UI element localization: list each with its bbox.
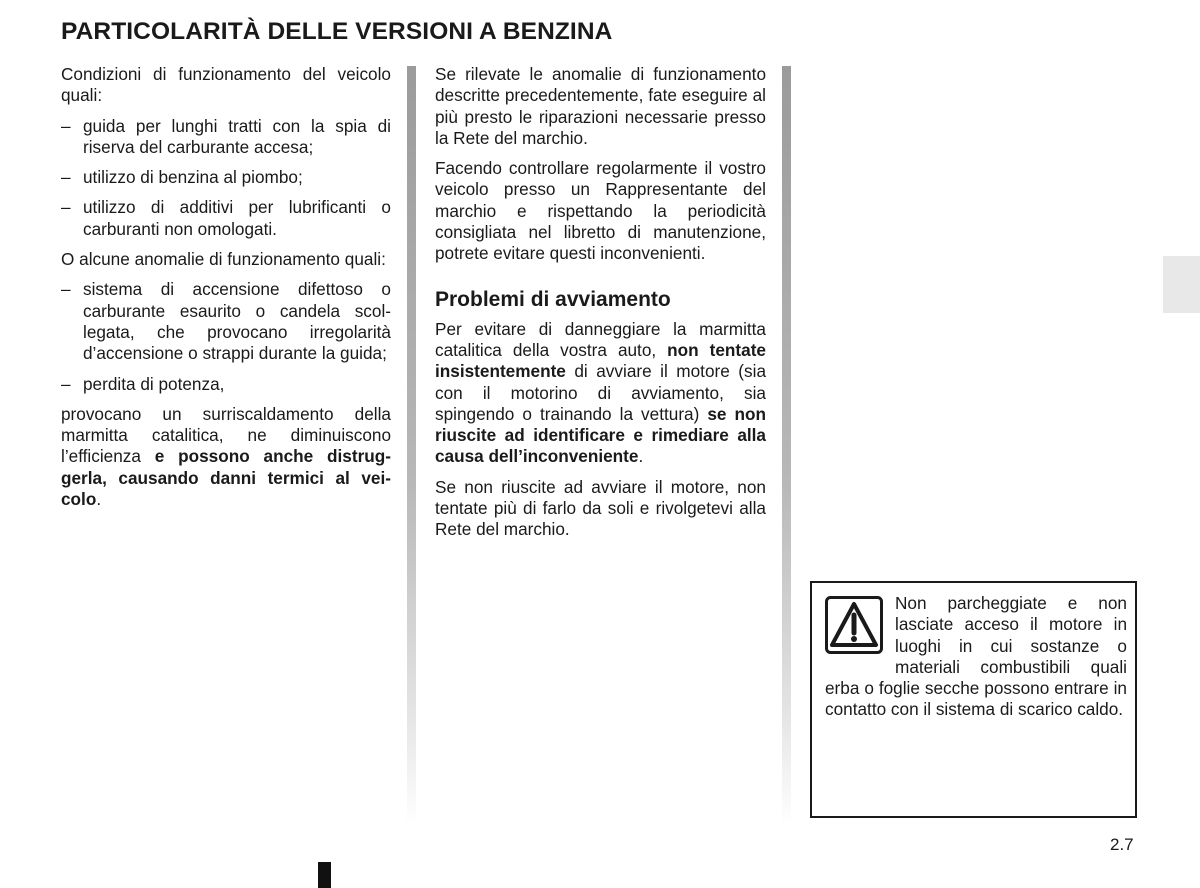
intro-paragraph: Condizioni di funzionamento del veicolo quali:: [61, 64, 391, 106]
list-item: – guida per lunghi tratti con la spia di riserva del carburante accesa;: [61, 116, 391, 159]
consequence-text: provocano un surriscaldamento della marmitta catalitica, ne diminuiscono l’efficienza: [61, 403, 391, 467]
page-title: PARTICOLARITÀ DELLE VERSIONI A BENZINA: [61, 18, 613, 45]
list-item: – utilizzo di benzina al piombo;: [61, 167, 391, 188]
warning-text: Non parcheggiate e non lasciate acceso il motore in luoghi in cui sostanze o materiali combustibili quali erba o foglie secche possono entrare in contatto con il sistema di scarico caldo.: [825, 593, 1127, 720]
anomalies-intro: O alcune anomalie di funzionamento quali:: [61, 249, 386, 270]
list-item: – sistema di accensione difettoso o carburante esaurito o candela scollegata, che provocano irregolarità d’accensione o strappi durante la guida;: [61, 279, 391, 364]
column-divider: [782, 66, 791, 826]
warning-box: [810, 581, 1137, 818]
consequence-bold: e possono anche distruggerla, causando danni termici al veicolo: [61, 446, 391, 510]
period: .: [96, 489, 102, 510]
network-paragraph: Se non riuscite ad avviare il motore, non tentate più di farlo da soli e rivolgetevi alla Rete del marchio.: [435, 476, 766, 540]
starting-bold: se non riuscite ad identificare e rimediare alla causa dell’inconveniente: [435, 403, 767, 467]
warning-triangle-icon: [825, 596, 883, 654]
maintenance-paragraph: Facendo controllare regolarmente il vostro veicolo presso un Rappresentante del marchio e rispettando la periodicità consigliata nel libretto di manutenzione, potrete evitare questi inconvenienti.: [435, 158, 766, 264]
starting-bold: non tentate insistentemente: [435, 339, 766, 382]
middle-column: [435, 64, 766, 550]
period: .: [638, 446, 644, 467]
warning-content: [825, 593, 1127, 721]
repair-paragraph: Se rilevate le anomalie di funzionamento descritte precedentemente, fate eseguire al più presto le riparazioni necessarie presso la Rete del marchio.: [435, 64, 766, 148]
chapter-tab: [1163, 256, 1200, 313]
list-item: – utilizzo di additivi per lubrificanti o carburanti non omologati.: [61, 197, 391, 240]
starting-text: Per evitare di danneggiare la marmitta catalitica della vostra auto,: [435, 318, 766, 360]
page-number: 2.7: [1110, 835, 1134, 854]
starting-text: di avviare il motore (sia con il motorino di avviamento, sia spingendo o trainando la vettura): [435, 361, 766, 424]
consequence-paragraph: [61, 404, 391, 510]
left-column: [61, 64, 391, 519]
column-divider: [407, 66, 416, 826]
section-heading: Problemi di avviamento: [435, 287, 671, 311]
anomalies-list: [61, 279, 391, 394]
starting-paragraph: [435, 319, 766, 468]
conditions-list: [61, 116, 391, 240]
crop-mark: [318, 862, 331, 888]
list-item: – perdita di potenza,: [61, 374, 391, 395]
